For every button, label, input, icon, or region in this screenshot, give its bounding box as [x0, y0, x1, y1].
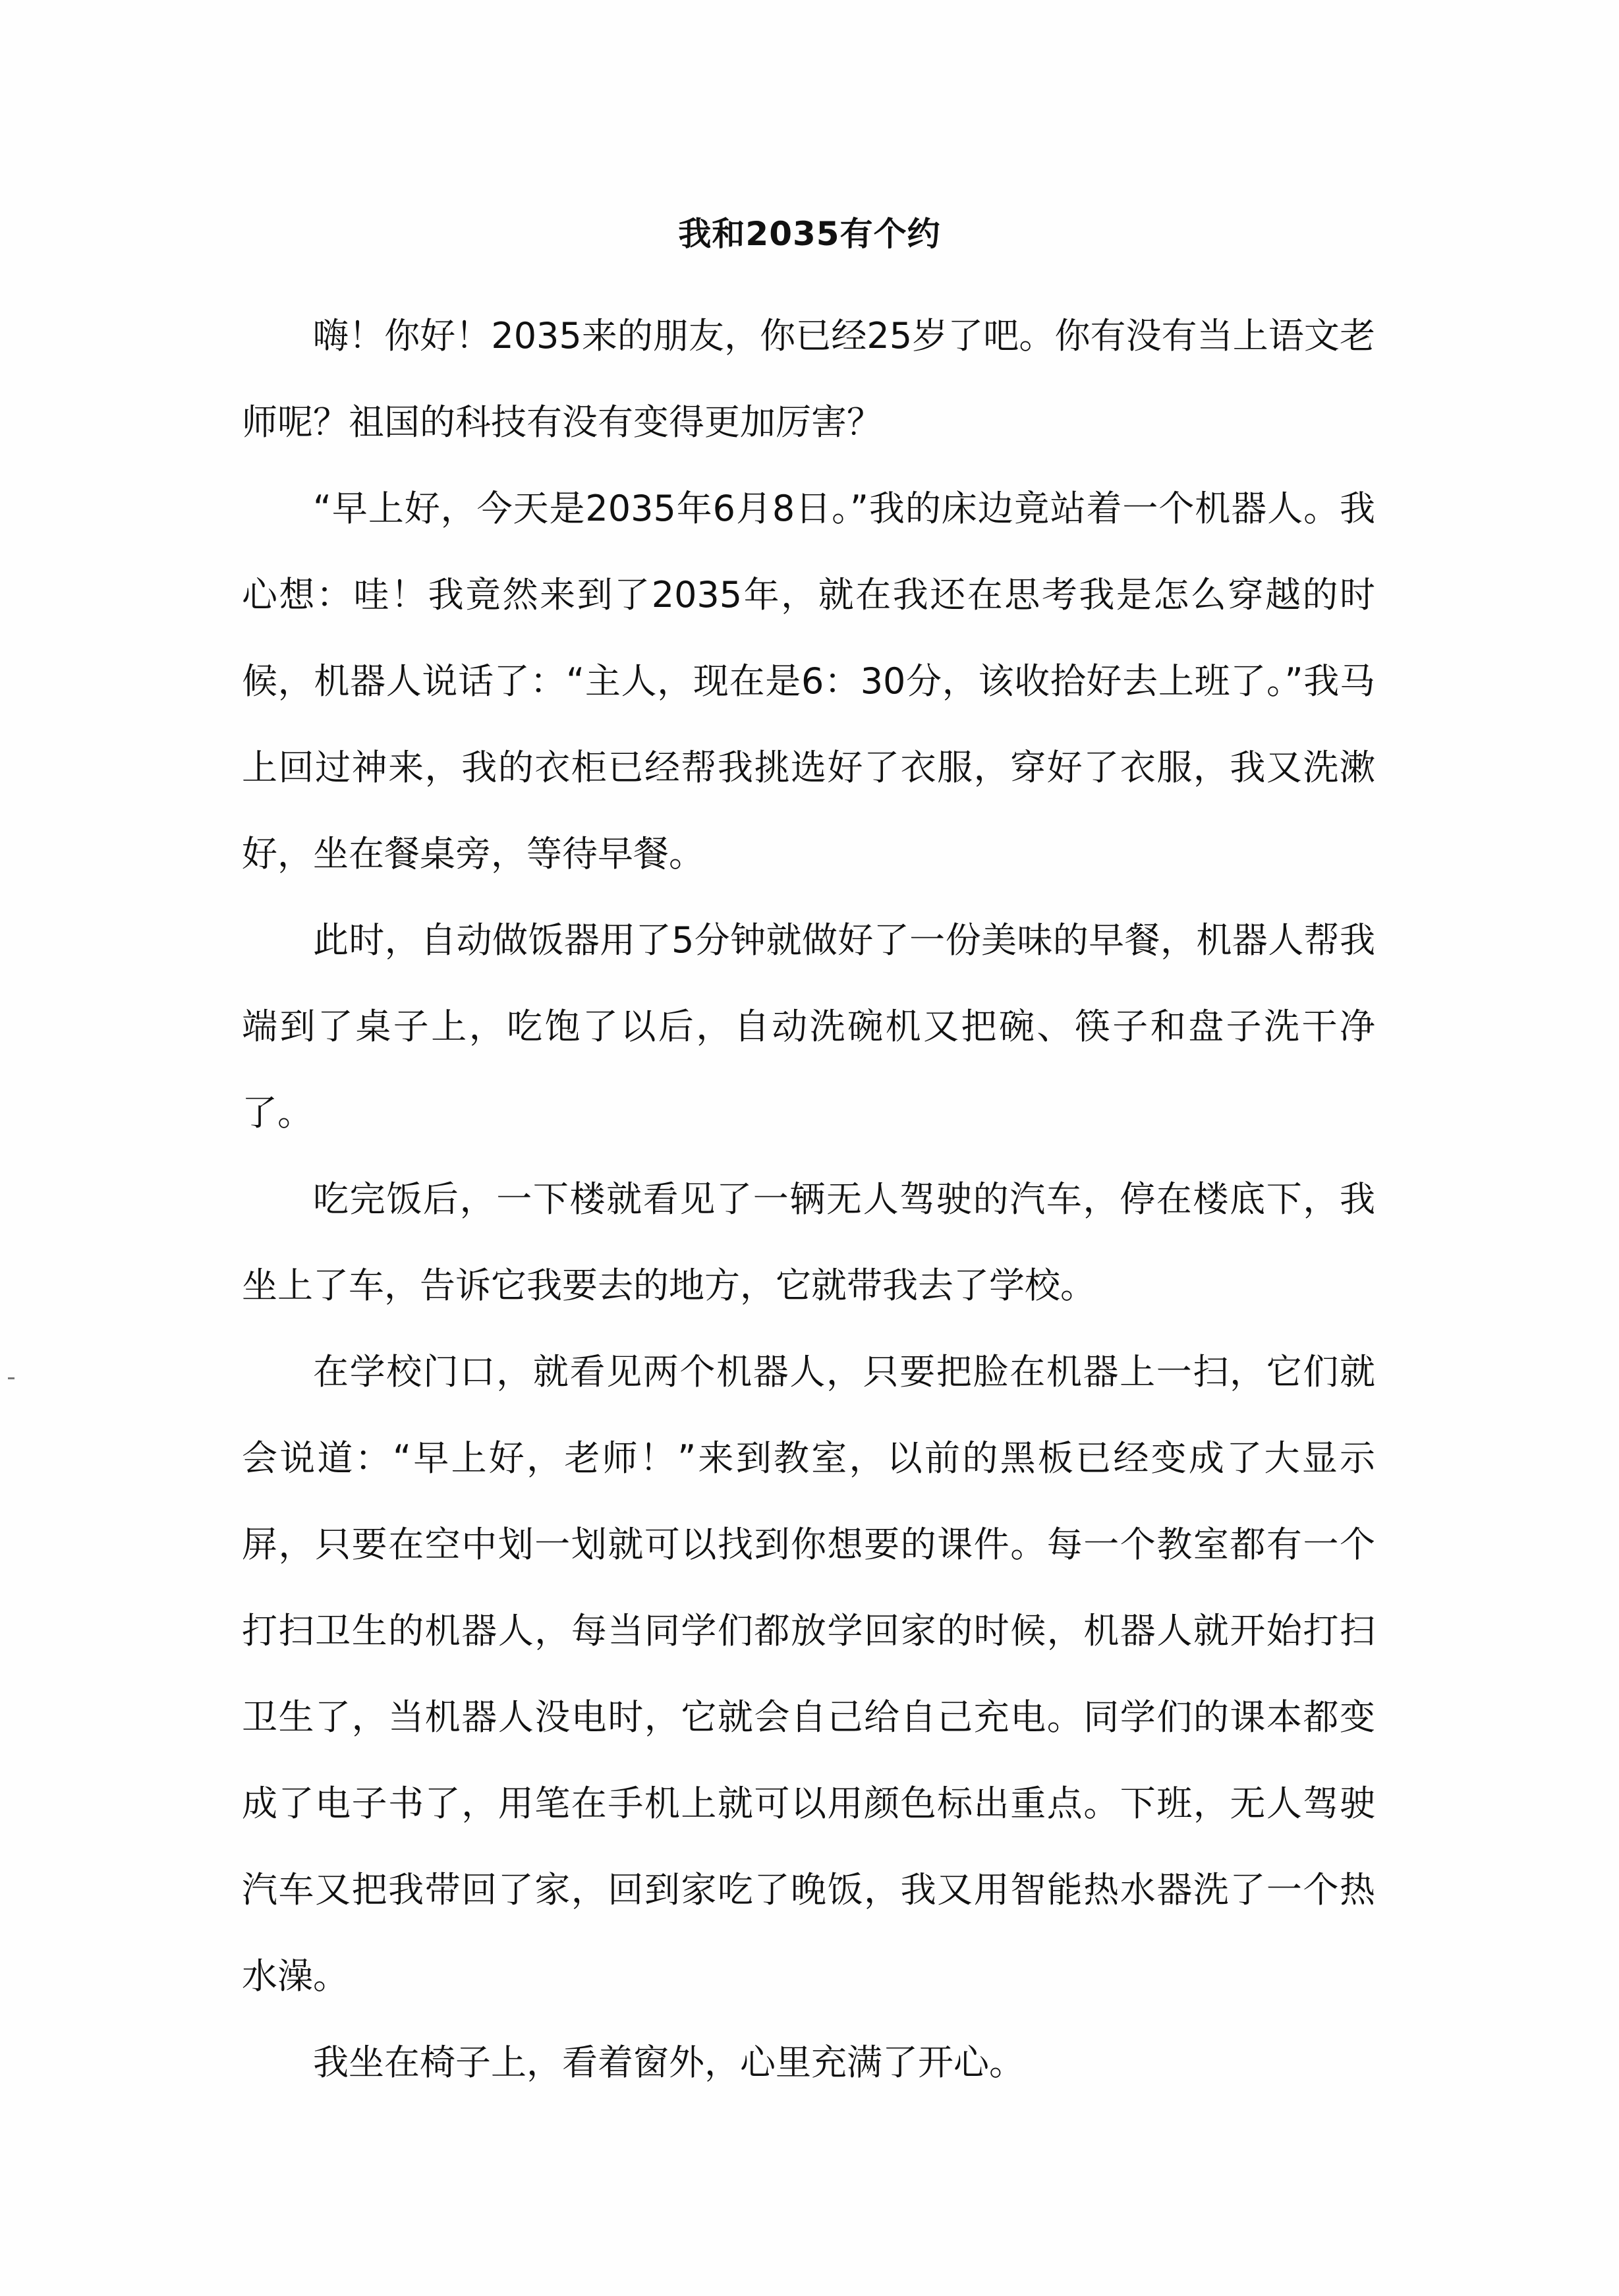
- paragraph-1: 嗨！你好！2035来的朋友，你已经25岁了吧。你有没有当上语文老师呢？祖国的科技有没有变得更加厉害？: [242, 315, 1375, 443]
- paragraph-2: “早上好，今天是2035年6月8日。”我的床边竟站着一个机器人。我心想：哇！我竟然来到了2035年，就在我还在思考我是怎么穿越的时候，机器人说话了：“主人，现在是6：30分，该收拾好去上班了。”我马上回过神来，我的衣柜已经帮我挑选好了衣服，穿好了衣服，我又洗漱好，坐在餐桌旁，等待早餐。: [242, 488, 1375, 875]
- paragraph-6: 我坐在椅子上，看着窗外，心里充满了开心。: [313, 2042, 1025, 2083]
- paragraph-4: 吃完饭后，一下楼就看见了一辆无人驾驶的汽车，停在楼底下，我坐上了车，告诉它我要去的地方，它就带我去了学校。: [242, 1178, 1375, 1306]
- essay-title: 我和2035有个约: [678, 215, 941, 253]
- essay-body: [242, 293, 1375, 2106]
- scan-mark: [8, 1377, 14, 1379]
- paragraph-5: 在学校门口，就看见两个机器人，只要把脸在机器上一扫，它们就会说道：“早上好，老师！”来到教室，以前的黑板已经变成了大显示屏，只要在空中划一划就可以找到你想要的课件。每一个教室都有一个打扫卫生的机器人，每当同学们都放学回家的时候，机器人就开始打扫卫生了，当机器人没电时，它就会自己给自己充电。同学们的课本都变成了电子书了，用笔在手机上就可以用颜色标出重点。下班，无人驾驶汽车又把我带回了家，回到家吃了晚饭，我又用智能热水器洗了一个热水澡。: [242, 1351, 1375, 1997]
- paragraph-3: 此时，自动做饭器用了5分钟就做好了一份美味的早餐，机器人帮我端到了桌子上，吃饱了以后，自动洗碗机又把碗、筷子和盘子洗干净了。: [242, 919, 1375, 1134]
